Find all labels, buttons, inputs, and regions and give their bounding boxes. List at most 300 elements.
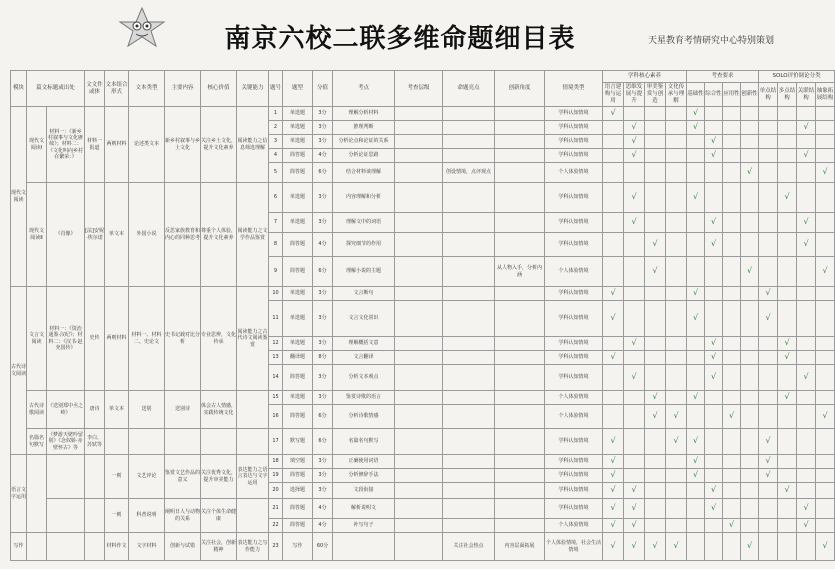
passage-ability: 表达能力之语言表达与文字运用 [237, 455, 269, 499]
check-cell [624, 469, 645, 483]
passage-type: 科普说明 [129, 499, 165, 533]
check-cell [797, 455, 816, 469]
check-cell [778, 483, 797, 499]
question-level [395, 183, 443, 213]
group-classical-reading: 古代诗文阅读 [11, 287, 27, 455]
table-row [11, 183, 835, 213]
check-cell [741, 483, 759, 499]
passage-ability: 表达能力之写作能力 [237, 533, 269, 561]
check-mark-icon: √ [784, 338, 790, 348]
question-highlight [443, 287, 495, 301]
check-cell [705, 351, 723, 365]
question-situation: 个人体验情境 [545, 519, 603, 533]
check-cell [816, 499, 835, 519]
check-cell [645, 455, 666, 469]
check-cell [797, 233, 816, 257]
question-score: 3分 [313, 365, 333, 391]
check-cell [603, 429, 624, 455]
question-score: 3分 [313, 469, 333, 483]
check-cell [797, 391, 816, 405]
question-type: 单选题 [283, 135, 313, 149]
check-cell [705, 337, 723, 351]
question-level [395, 365, 443, 391]
check-cell [624, 183, 645, 213]
question-point: 推理判断 [333, 121, 395, 135]
question-number: 1 [269, 107, 283, 121]
table-row [11, 499, 835, 519]
check-mark-icon: √ [710, 217, 717, 227]
check-mark-icon: √ [652, 392, 658, 402]
question-number: 22 [269, 519, 283, 533]
check-cell [687, 301, 705, 337]
question-point: 探究细节的作用 [333, 233, 395, 257]
check-cell [797, 301, 816, 337]
check-mark-icon: √ [803, 239, 809, 249]
check-cell [816, 301, 835, 337]
question-score: 3分 [313, 337, 333, 351]
check-cell [687, 455, 705, 469]
question-innovation: 内容层面拓展 [495, 533, 545, 561]
group-blank [27, 533, 47, 561]
group-poetry: 古代诗歌阅读 [27, 391, 47, 429]
check-cell [741, 213, 759, 233]
check-cell [645, 351, 666, 365]
question-point: 理解概括文意 [333, 337, 395, 351]
question-score: 4分 [313, 149, 333, 163]
check-cell [778, 533, 797, 561]
question-score: 6分 [313, 405, 333, 429]
passage-type: 文艺评论 [129, 455, 165, 499]
check-cell [603, 183, 624, 213]
table-row [11, 287, 835, 301]
check-cell [603, 469, 624, 483]
passage-source [47, 533, 85, 561]
question-highlight [443, 499, 495, 519]
question-highlight [443, 483, 495, 499]
check-cell [741, 405, 759, 429]
passage-combo: 两则材料 [105, 107, 129, 183]
question-innovation: 从人物入手，分析内涵 [495, 257, 545, 287]
check-cell [645, 365, 666, 391]
check-cell [816, 337, 835, 351]
check-cell [723, 483, 741, 499]
question-number: 4 [269, 149, 283, 163]
passage-source: 材料一：《资治通鉴·汉纪》；材料二：《汉书·赵充国传》 [47, 287, 85, 391]
check-cell [797, 287, 816, 301]
check-cell [687, 533, 705, 561]
check-cell [603, 405, 624, 429]
check-mark-icon: √ [784, 192, 790, 202]
sub-header: 抽象拓展结构 [816, 83, 835, 107]
question-situation: 学科认知情境 [545, 351, 603, 365]
check-cell [687, 183, 705, 213]
question-highlight [443, 365, 495, 391]
check-cell [741, 163, 759, 183]
check-cell [723, 233, 741, 257]
check-mark-icon: √ [803, 150, 809, 160]
col-highlight: 命题亮点 [443, 71, 495, 107]
check-cell [759, 163, 778, 183]
check-mark-icon: √ [692, 288, 699, 298]
check-cell [816, 149, 835, 163]
check-cell [816, 287, 835, 301]
check-cell [759, 533, 778, 561]
question-highlight [443, 391, 495, 405]
check-cell [645, 287, 666, 301]
check-cell [723, 337, 741, 351]
check-cell [723, 213, 741, 233]
col-innovation: 创新角度 [495, 71, 545, 107]
check-cell [603, 519, 624, 533]
check-cell [741, 287, 759, 301]
question-innovation [495, 469, 545, 483]
question-situation: 学科认知情境 [545, 183, 603, 213]
check-cell [603, 287, 624, 301]
check-cell [624, 257, 645, 287]
check-mark-icon: √ [765, 436, 771, 446]
question-level [395, 533, 443, 561]
check-cell [666, 519, 687, 533]
check-cell [816, 163, 835, 183]
check-cell [816, 257, 835, 287]
check-mark-icon: √ [692, 436, 699, 446]
check-cell [759, 337, 778, 351]
check-cell [797, 149, 816, 163]
question-type: 简答题 [283, 519, 313, 533]
question-situation: 学科认知情境 [545, 233, 603, 257]
check-cell [705, 107, 723, 121]
question-innovation [495, 429, 545, 455]
question-number: 10 [269, 287, 283, 301]
check-cell [705, 213, 723, 233]
check-mark-icon: √ [692, 122, 699, 132]
check-cell [797, 365, 816, 391]
check-cell [624, 213, 645, 233]
check-cell [759, 149, 778, 163]
check-cell [645, 499, 666, 519]
check-cell [603, 351, 624, 365]
question-type: 简答题 [283, 233, 313, 257]
check-mark-icon: √ [610, 456, 616, 466]
check-cell [666, 365, 687, 391]
check-mark-icon: √ [631, 520, 637, 530]
check-cell [723, 391, 741, 405]
passage-content: 送别诗 [165, 391, 201, 429]
check-cell [741, 469, 759, 483]
passage-value: 专业思辨，文化传承 [201, 287, 237, 391]
check-cell [816, 213, 835, 233]
check-cell [705, 287, 723, 301]
question-level [395, 405, 443, 429]
passage-value: 关注优秀文化，提升审美能力 [201, 455, 237, 499]
check-cell [759, 107, 778, 121]
check-cell [741, 107, 759, 121]
question-highlight [443, 233, 495, 257]
check-cell [687, 213, 705, 233]
check-cell [624, 533, 645, 561]
passage-value: 关注个体生命健康 [201, 499, 237, 533]
check-cell [797, 429, 816, 455]
question-innovation [495, 135, 545, 149]
question-situation: 学科认知情境 [545, 301, 603, 337]
check-cell [741, 149, 759, 163]
check-cell [816, 233, 835, 257]
check-mark-icon: √ [803, 372, 809, 382]
question-innovation [495, 149, 545, 163]
check-cell [705, 365, 723, 391]
check-mark-icon: √ [631, 541, 637, 551]
check-cell [797, 351, 816, 365]
check-cell [723, 287, 741, 301]
check-cell [645, 233, 666, 257]
passage-content: 新乡村叙事与乡土文化 [165, 107, 201, 183]
check-mark-icon: √ [765, 288, 771, 298]
check-cell [666, 469, 687, 483]
check-cell [624, 233, 645, 257]
question-level [395, 233, 443, 257]
check-mark-icon: √ [673, 436, 679, 446]
check-cell [723, 301, 741, 337]
check-cell [645, 483, 666, 499]
question-innovation [495, 213, 545, 233]
check-mark-icon: √ [803, 520, 809, 530]
question-situation: 个人体验情境 [545, 405, 603, 429]
check-mark-icon: √ [631, 338, 637, 348]
check-mark-icon: √ [803, 503, 809, 513]
check-cell [816, 121, 835, 135]
check-cell [797, 163, 816, 183]
col-core-literacy: 学科核心素养 [603, 71, 687, 83]
check-mark-icon: √ [803, 217, 809, 227]
sub-header: 审美鉴赏与创造 [645, 83, 666, 107]
question-number: 21 [269, 499, 283, 519]
question-level [395, 121, 443, 135]
check-cell [666, 499, 687, 519]
check-cell [645, 405, 666, 429]
question-score: 3分 [313, 183, 333, 213]
check-mark-icon: √ [784, 352, 790, 362]
check-mark-icon: √ [631, 372, 637, 382]
group-modern-1: 现代文阅读Ⅰ [27, 107, 47, 183]
check-mark-icon: √ [692, 313, 699, 323]
check-mark-icon: √ [692, 192, 699, 202]
question-innovation [495, 233, 545, 257]
sub-header: 文化传承与理解 [666, 83, 687, 107]
check-cell [816, 483, 835, 499]
table-row [11, 533, 835, 561]
passage-combo [105, 429, 129, 455]
check-cell [645, 183, 666, 213]
question-point: 正确使用词语 [333, 455, 395, 469]
check-mark-icon: √ [610, 470, 616, 480]
question-number: 2 [269, 121, 283, 135]
question-level [395, 149, 443, 163]
question-situation: 学科认知情境 [545, 213, 603, 233]
passage-ability: 阅读能力之信息筛选理解 [237, 107, 269, 183]
passage-type: 材料一、材料二、史论文 [129, 287, 165, 391]
check-cell [759, 429, 778, 455]
question-situation: 个人体验情境 [545, 391, 603, 405]
check-cell [723, 183, 741, 213]
check-cell [603, 483, 624, 499]
check-cell [778, 121, 797, 135]
question-innovation [495, 287, 545, 301]
question-point: 文言断句 [333, 287, 395, 301]
check-mark-icon: √ [822, 411, 828, 421]
col-situation: 情境类型 [545, 71, 603, 107]
check-cell [723, 405, 741, 429]
check-cell [645, 469, 666, 483]
question-highlight [443, 455, 495, 469]
check-mark-icon: √ [710, 352, 717, 362]
check-cell [778, 469, 797, 483]
check-cell [666, 483, 687, 499]
check-mark-icon: √ [673, 541, 679, 551]
check-cell [603, 163, 624, 183]
check-mark-icon: √ [692, 108, 699, 118]
col-number: 题号 [269, 71, 283, 107]
question-level [395, 135, 443, 149]
question-type: 单选题 [283, 287, 313, 301]
question-highlight [443, 405, 495, 429]
sub-header: 思维发展与提升 [624, 83, 645, 107]
question-number: 7 [269, 213, 283, 233]
question-situation: 学科认知情境 [545, 135, 603, 149]
check-cell [687, 391, 705, 405]
check-cell [687, 499, 705, 519]
check-cell [624, 351, 645, 365]
check-mark-icon: √ [610, 485, 616, 495]
check-cell [759, 455, 778, 469]
check-cell [778, 163, 797, 183]
table-row [11, 429, 835, 455]
check-cell [645, 533, 666, 561]
check-cell [723, 107, 741, 121]
col-point: 考点 [333, 71, 395, 107]
check-cell [797, 213, 816, 233]
check-cell [666, 391, 687, 405]
passage-ability: 阅读能力之古代诗文阅读鉴赏 [237, 287, 269, 391]
check-cell [603, 533, 624, 561]
check-cell [778, 301, 797, 337]
check-cell [624, 287, 645, 301]
question-situation: 个人体验情境 [545, 163, 603, 183]
group-famous-lines: 名篇名句默写 [27, 429, 47, 455]
check-cell [741, 519, 759, 533]
col-form: 文文件或体 [85, 71, 105, 107]
question-score: 3分 [313, 391, 333, 405]
check-cell [645, 149, 666, 163]
check-cell [666, 287, 687, 301]
question-point: 分析诗歌情感 [333, 405, 395, 429]
sub-header: 单点结构 [759, 83, 778, 107]
check-cell [687, 337, 705, 351]
check-cell [624, 483, 645, 499]
check-cell [603, 337, 624, 351]
check-cell [645, 107, 666, 121]
check-cell [723, 429, 741, 455]
check-cell [687, 107, 705, 121]
passage-type [129, 429, 165, 455]
passage-ability [237, 391, 269, 429]
question-number: 16 [269, 405, 283, 429]
question-point: 理解文中的词语 [333, 213, 395, 233]
question-score: 4分 [313, 499, 333, 519]
check-cell [645, 121, 666, 135]
check-cell [624, 107, 645, 121]
question-score: 8分 [313, 351, 333, 365]
sub-header: 基础性 [687, 83, 705, 107]
check-mark-icon: √ [784, 485, 790, 495]
question-innovation [495, 519, 545, 533]
check-cell [603, 213, 624, 233]
check-cell [666, 233, 687, 257]
check-cell [797, 533, 816, 561]
question-highlight [443, 519, 495, 533]
question-point [333, 533, 395, 561]
sub-header: 语言建构与运用 [603, 83, 624, 107]
check-cell [687, 365, 705, 391]
question-number: 17 [269, 429, 283, 455]
question-level [395, 499, 443, 519]
passage-ability [237, 429, 269, 455]
check-cell [645, 391, 666, 405]
check-cell [759, 301, 778, 337]
passage-content: 反思家族教育和内心的同种思考 [165, 183, 201, 287]
check-cell [687, 287, 705, 301]
question-number: 18 [269, 455, 283, 469]
sub-header: 创新性 [741, 83, 759, 107]
question-highlight [443, 213, 495, 233]
check-cell [603, 365, 624, 391]
check-cell [797, 135, 816, 149]
check-mark-icon: √ [692, 392, 699, 402]
question-innovation [495, 455, 545, 469]
col-content: 主要内容 [165, 71, 201, 107]
check-cell [741, 499, 759, 519]
question-situation: 学科认知情境 [545, 149, 603, 163]
question-level [395, 351, 443, 365]
check-cell [816, 405, 835, 429]
question-point: 鉴赏诗歌的语言 [333, 391, 395, 405]
question-type: 简答题 [283, 149, 313, 163]
check-cell [816, 107, 835, 121]
check-cell [759, 499, 778, 519]
passage-type: 外国小说 [129, 183, 165, 287]
question-type: 单选题 [283, 337, 313, 351]
question-highlight [443, 257, 495, 287]
question-highlight [443, 337, 495, 351]
group-modern-reading: 现代文阅读 [11, 107, 27, 287]
passage-source: 材料一：《新乡村叙事与文化赓续》；材料二：《文化叫向乡村在繁荣：》 [47, 107, 85, 183]
check-cell [778, 499, 797, 519]
check-cell [797, 183, 816, 213]
question-number: 15 [269, 391, 283, 405]
question-situation: 个人体验情境 [545, 257, 603, 287]
check-mark-icon: √ [710, 338, 717, 348]
table-row [11, 455, 835, 469]
check-cell [797, 121, 816, 135]
check-mark-icon: √ [710, 150, 717, 160]
check-cell [705, 533, 723, 561]
check-cell [759, 365, 778, 391]
passage-form [85, 533, 105, 561]
check-cell [705, 519, 723, 533]
check-cell [666, 149, 687, 163]
question-type: 写作 [283, 533, 313, 561]
question-level [395, 483, 443, 499]
check-cell [645, 163, 666, 183]
